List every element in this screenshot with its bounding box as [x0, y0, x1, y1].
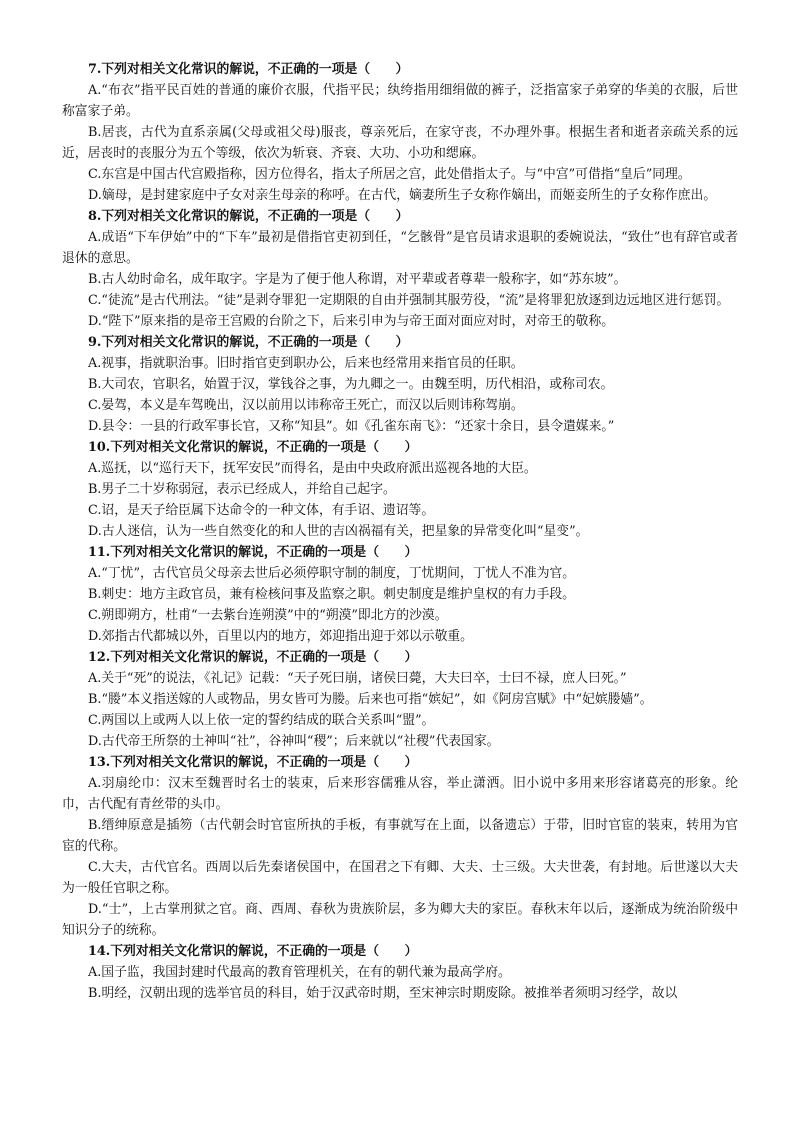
- option-c: C.两国以上或两人以上依一定的誓约结成的联合关系叫“盟”。: [88, 713, 435, 728]
- question-12: [62, 647, 738, 752]
- option-c: C.晏驾，本义是车驾晚出，汉以前用以讳称帝王死亡，而汉以后则讳称驾崩。: [88, 398, 524, 413]
- option-a: A.“丁忧”，古代官员父母亲去世后必须停职守制的制度，丁忧期间，丁忧人不准为官。: [88, 566, 576, 581]
- option-c: C.朔即朔方，杜甫“一去紫台连朔漠”中的“朔漠”即北方的沙漠。: [88, 608, 448, 623]
- option-a: A.关于“死”的说法，《礼记》记载：“天子死曰崩，诸侯曰薨，大夫曰卒，士曰不禄，庶人曰死。”: [88, 671, 627, 686]
- question-title: 11.下列对相关文化常识的解说，不正确的一项是（ ）: [88, 545, 418, 560]
- option-a: A.成语“下车伊始”中的“下车”最初是借指官吏初到任，“乞骸骨”是官员请求退职的委婉说法，“致仕”也有辞官或者退休的意思。: [62, 230, 738, 266]
- option-b: B.居丧，古代为直系亲属(父母或祖父母)服丧，尊亲死后，在家守丧，不办理外事。根据生者和逝者亲疏关系的远近，居丧时的丧服分为五个等级，依次为斩衰、齐衰、大功、小功和缌麻。: [62, 125, 738, 161]
- option-a: A.巡抚，以“巡行天下，抚军安民”而得名，是由中央政府派出巡视各地的大臣。: [88, 461, 537, 476]
- option-d: D.“士”，上古掌刑狱之官。商、西周、春秋为贵族阶层，多为卿大夫的家臣。春秋末年以后，逐渐成为统治阶级中知识分子的统称。: [62, 902, 738, 938]
- option-c: C.“徒流”是古代刑法。“徒”是剥夺罪犯一定期限的自由并强制其服劳役，“流”是将罪犯放逐到边远地区进行惩罚。: [88, 293, 730, 308]
- question-13: [62, 752, 738, 941]
- question-title: 13.下列对相关文化常识的解说，不正确的一项是（ ）: [88, 755, 418, 770]
- option-a: A.视事，指就职治事。旧时指官吏到职办公，后来也经常用来指官员的任职。: [88, 356, 524, 371]
- option-d: D.嫡母，是封建家庭中子女对亲生母亲的称呼。在古代，嫡妻所生子女称作嫡出，而姬妾所生的子女称作庶出。: [88, 188, 717, 203]
- option-c: C.东宫是中国古代宫殿指称，因方位得名，指太子所居之宫，此处借指太子。与“中宫”可借指“皇后”同理。: [88, 167, 691, 182]
- option-b: B.刺史：地方主政官员，兼有检核问事及监察之职。刺史制度是维护皇权的有力手段。: [88, 587, 575, 602]
- option-c: C.大夫，古代官名。西周以后先秦诸侯国中，在国君之下有卿、大夫、士三级。大夫世袭，有封地。后世遂以大夫为一般任官职之称。: [62, 860, 738, 896]
- option-a: A.国子监，我国封建时代最高的教育管理机关，在有的朝代兼为最高学府。: [88, 965, 511, 980]
- question-title: 7.下列对相关文化常识的解说，不正确的一项是（ ）: [88, 62, 409, 77]
- question-list: [62, 59, 738, 1004]
- question-10: [62, 437, 738, 542]
- option-d: D.县令：一县的行政军事长官，又称“知县”。如《孔雀东南飞》：“还家十余日，县令遣媒来。”: [88, 419, 615, 434]
- option-b: B.“媵”本义指送嫁的人或物品，男女皆可为媵。后来也可指“嫔妃”，如《阿房宫赋》中“妃嫔媵嫱”。: [88, 692, 653, 707]
- question-title: 8.下列对相关文化常识的解说，不正确的一项是（ ）: [88, 209, 409, 224]
- question-11: [62, 542, 738, 647]
- question-title: 12.下列对相关文化常识的解说，不正确的一项是（ ）: [88, 650, 418, 665]
- option-a: A.羽扇纶巾：汉末至魏晋时名士的装束，后来形容儒雅从容，举止潇洒。旧小说中多用来形容诸葛亮的形象。纶巾，古代配有青丝带的头巾。: [62, 776, 738, 812]
- question-title: 9.下列对相关文化常识的解说，不正确的一项是（ ）: [88, 335, 409, 350]
- option-d: D.郊指古代都城以外，百里以内的地方，郊迎指出迎于郊以示敬重。: [88, 629, 473, 644]
- option-d: D.古人迷信，认为一些自然变化的和人世的吉凶祸福有关，把星象的异常变化叫“星变”。: [88, 524, 589, 539]
- option-d: D.古代帝王所祭的土神叫“社”，谷神叫“稷”；后来就以“社稷”代表国家。: [88, 734, 500, 749]
- question-title: 10.下列对相关文化常识的解说，不正确的一项是（ ）: [88, 440, 418, 455]
- question-9: [62, 332, 738, 437]
- question-7: [62, 59, 738, 206]
- option-d: D.“陛下”原来指的是帝王宫殿的台阶之下，后来引申为与帝王面对面应对时，对帝王的敬称。: [88, 314, 615, 329]
- option-b: B.缙绅原意是插笏（古代朝会时官宦所执的手板，有事就写在上面，以备遗忘）于带，旧时官宦的装束，转用为官宦的代称。: [62, 818, 738, 854]
- option-a: A.“布衣”指平民百姓的普通的廉价衣服，代指平民；纨绔指用细绢做的裤子，泛指富家子弟穿的华美的衣服，后世称富家子弟。: [62, 83, 738, 119]
- option-b: B.男子二十岁称弱冠，表示已经成人，并给自己起字。: [88, 482, 396, 497]
- option-b: B.古人幼时命名，成年取字。字是为了便于他人称谓，对平辈或者尊辈一般称字，如“苏东坡”。: [88, 272, 627, 287]
- question-title: 14.下列对相关文化常识的解说，不正确的一项是（ ）: [88, 944, 418, 959]
- option-b: B.大司农，官职名，始置于汉，掌钱谷之事，为九卿之一。由魏至明，历代相沿，或称司农。: [88, 377, 614, 392]
- question-14: [62, 941, 738, 1004]
- option-b: B.明经，汉朝出现的选举官员的科目，始于汉武帝时期，至宋神宗时期废除。被推举者须明习经学，故以: [88, 986, 678, 1001]
- option-c: C.诏，是天子给臣属下达命令的一种文体，有手诏、遗诏等。: [88, 503, 435, 518]
- question-8: [62, 206, 738, 332]
